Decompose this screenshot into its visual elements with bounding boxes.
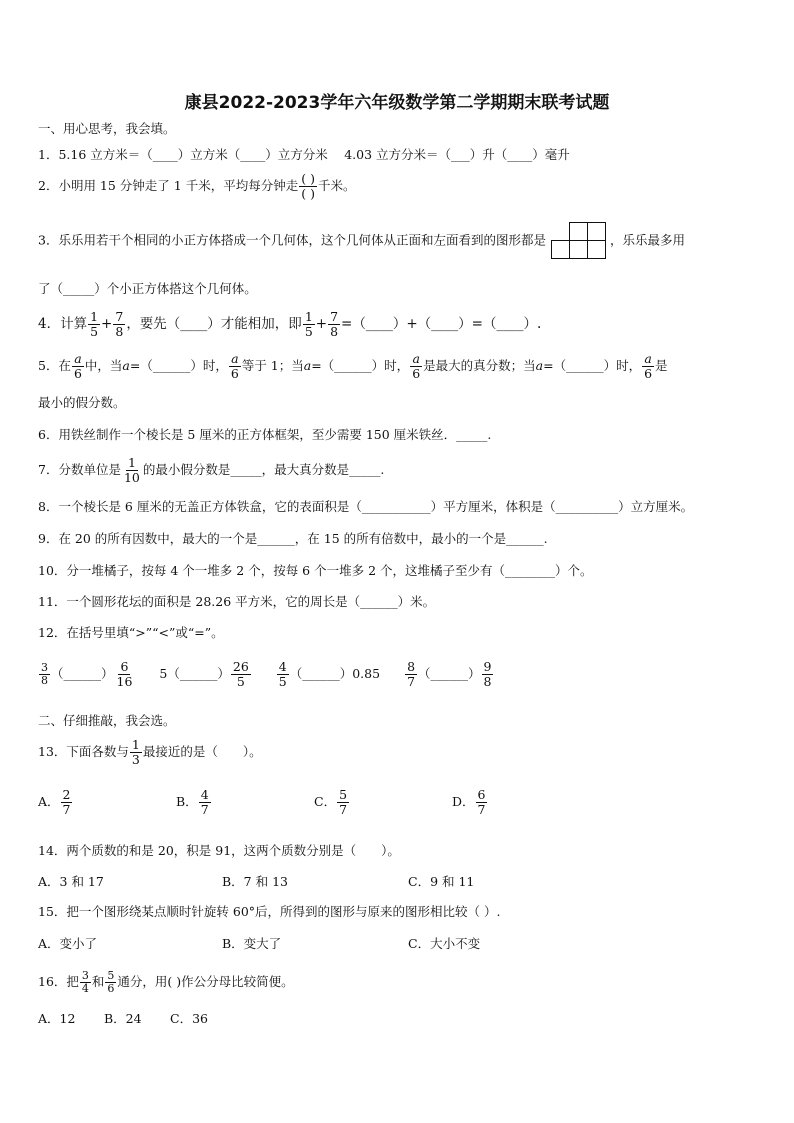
question-11: 11．一个圆形花坛的面积是 28.26 平方米，它的周长是（______）米。 — [38, 594, 436, 609]
question-3-line2: 了（_____）个小正方体搭这个几何体。 — [38, 281, 257, 296]
q5-frac-a6-3: $\frac{a}{6}$ — [412, 351, 421, 381]
q5-frac-a6-2: $\frac{a}{6}$ — [230, 351, 239, 381]
question-12-items — [38, 660, 494, 689]
q7-fraction: $\frac{1}{10}$ — [123, 455, 140, 485]
question-12: 12．在括号里填“>”“<”或“=”。 — [38, 625, 224, 640]
q16-frac-2: $\frac{5}{6}$ — [107, 969, 115, 995]
question-4: 4．计算 $\frac{1}{5}$ + $\frac{7}{8}$ ，要先（____）才能相加，即 $\frac{1}{5}$ + $\frac{7}{8}$ =（____）+（____）=（____）. — [38, 309, 542, 339]
option-c[interactable]: C．9 和 11 — [408, 874, 475, 889]
option-b[interactable]: B．7 和 13 — [222, 874, 288, 889]
question-15: 15．把一个图形绕某点顺时针旋转 60°后，所得到的图形与原来的图形相比较（ ）. — [38, 904, 501, 919]
q3-post: ，乐乐最多用 — [609, 232, 685, 248]
q16-frac-1: $\frac{3}{4}$ — [81, 969, 89, 995]
q5-frac-a6-4: $\frac{a}{6}$ — [644, 351, 653, 381]
question-8: 8．一个棱长是 6 厘米的无盖正方体铁盒，它的表面积是（___________）平方厘米，体积是（__________）立方厘米。 — [38, 499, 694, 514]
q5-frac-a6: $\frac{a}{6}$ — [73, 351, 82, 381]
option-a[interactable]: A．3 和 17 — [38, 874, 104, 889]
option-b[interactable]: B． $\frac{4}{7}$ — [176, 787, 209, 817]
question-5-line2: 最小的假分数。 — [38, 395, 126, 410]
option-b[interactable]: B．变大了 — [222, 936, 282, 951]
q4-frac-3: $\frac{1}{5}$ — [304, 309, 313, 339]
option-d[interactable]: D． $\frac{6}{7}$ — [452, 787, 486, 817]
question-9: 9．在 20 的所有因数中，最大的一个是______，在 15 的所有倍数中，最小的一个是______. — [38, 531, 548, 546]
q4-frac-1: $\frac{1}{5}$ — [90, 309, 99, 339]
question-6: 6．用铁丝制作一个棱长是 5 厘米的正方体框架，至少需要 150 厘米铁丝．_____. — [38, 427, 492, 442]
compare-item: $\frac{4}{5}$ （______）0.85 — [278, 659, 381, 689]
question-2 — [38, 172, 355, 201]
compare-item: $\frac{3}{8}$ （______） $\frac{6}{16}$ — [41, 659, 133, 689]
option-a[interactable]: A．12 — [38, 1011, 76, 1026]
question-10: 10．分一堆橘子，按每 4 个一堆多 2 个，按每 6 个一堆多 2 个，这堆橘子至少有（________）个。 — [38, 563, 593, 578]
question-5: 5．在 $\frac{a}{6}$ 中，当a=（______）时， $\frac{a}{6}$ 等于 1；当a=（______）时， $\frac{a}{6}$ 是最大的真分数；当a=（______）时， $\frac{a}{6}$ 是 — [38, 351, 668, 381]
q2-text: 2．小明用 15 分钟走了 1 千米，平均每分钟走 — [38, 178, 299, 193]
three-view-figure — [550, 222, 606, 260]
question-14: 14．两个质数的和是 20，积是 91，这两个质数分别是（ ）。 — [38, 843, 400, 858]
page-title: 康县2022-2023学年六年级数学第二学期期末联考试题 — [184, 93, 610, 113]
question-1: 1．5.16 立方米＝（____）立方米（____）立方分米 4.03 立方分米＝（___）升（____）毫升 — [38, 147, 570, 162]
question-14-options — [38, 873, 474, 891]
section-heading-1: 一、用心思考，我会填。 — [38, 121, 176, 136]
option-c[interactable]: C． $\frac{5}{7}$ — [314, 787, 348, 817]
q4-frac-4: $\frac{7}{8}$ — [330, 309, 339, 339]
q13-fraction: $\frac{1}{3}$ — [131, 737, 140, 767]
question-16: 16．把 $\frac{3}{4}$ 和 $\frac{5}{6}$ 通分，用( )作公分母比较简便。 — [38, 969, 294, 995]
q4-mid: ，要先（____）才能相加，即 — [126, 316, 302, 332]
question-3 — [38, 222, 685, 260]
question-16-options — [38, 1010, 208, 1028]
q4-eq: =（____）+（____）=（____）. — [341, 316, 542, 332]
q4-pre: 4．计算 — [38, 316, 88, 332]
question-15-options — [38, 935, 480, 953]
compare-item: 5（______） $\frac{26}{5}$ — [159, 659, 249, 689]
question-13: 13．下面各数与 $\frac{1}{3}$ 最接近的是（ ）。 — [38, 737, 262, 767]
question-13-options — [38, 788, 488, 817]
q3-text: 3．乐乐用若干个相同的小正方体搭成一个几何体，这个几何体从正面和左面看到的图形都是 — [38, 232, 546, 248]
question-7: 7．分数单位是 $\frac{1}{10}$ 的最小假分数是_____，最大真分数是_____. — [38, 455, 385, 485]
q2-post: 千米。 — [317, 178, 356, 193]
section-heading-2: 二、仔细推敲，我会选。 — [38, 713, 176, 728]
q2-fraction: ( ) ( ) — [301, 171, 315, 201]
compare-item: $\frac{8}{7}$ （______） $\frac{9}{8}$ — [407, 659, 492, 689]
q4-frac-2: $\frac{7}{8}$ — [115, 309, 124, 339]
option-a[interactable]: A．变小了 — [38, 936, 98, 951]
option-b[interactable]: B．24 — [104, 1011, 142, 1026]
option-c[interactable]: C．36 — [170, 1011, 208, 1026]
option-c[interactable]: C．大小不变 — [408, 936, 481, 951]
option-a[interactable]: A． $\frac{2}{7}$ — [38, 787, 71, 817]
